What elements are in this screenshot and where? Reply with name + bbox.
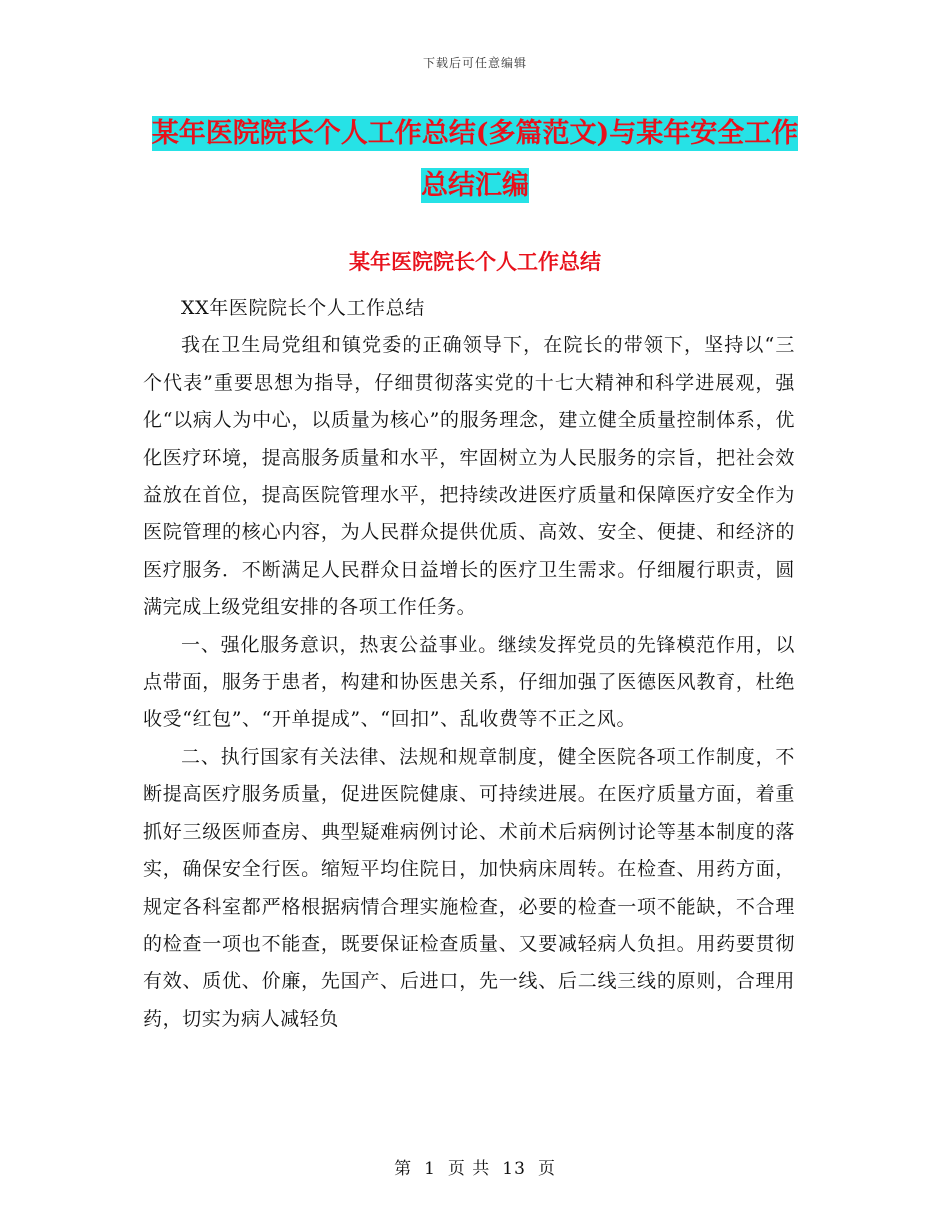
header-note: 下载后可任意编辑 bbox=[422, 56, 527, 70]
footer-prefix: 第 bbox=[394, 1159, 413, 1179]
document-body bbox=[143, 290, 795, 1038]
paragraph-intro: 我在卫生局党组和镇党委的正确领导下，在院长的带领下，坚持以“三个代表”重要思想为指导，仔细贯彻落实党的十七大精神和科学进展观，强化“以病人为中心，以质量为核心”的服务理念，建立健全质量控制体系，优化医疗环境，提高服务质量和水平，牢固树立为人民服务的宗旨，把社会效益放在首位，提高医院管理水平，把持续改进医疗质量和保障医疗安全作为医院管理的核心内容，为人民群众提供优质、高效、安全、便捷、和经济的医疗服务．不断满足人民群众日益增长的医疗卫生需求。仔细履行职责，圆满完成上级党组安排的各项工作任务。 bbox=[143, 334, 795, 619]
paragraph-subtitle: XX年医院院长个人工作总结 bbox=[181, 297, 425, 319]
section-title: 某年医院院长个人工作总结 bbox=[349, 249, 601, 274]
paragraph-section-one: 一、强化服务意识，热衷公益事业。继续发挥党员的先锋模范作用，以点带面，服务于患者，构建和协医患关系，仔细加强了医德医风教育，杜绝收受“红包”、“开单提成”、“回扣”、乱收费等不正之风。 bbox=[143, 633, 795, 731]
page-footer bbox=[0, 1154, 950, 1179]
document-title-text: 某年医院院长个人工作总结(多篇范文)与某年安全工作总结汇编 bbox=[151, 118, 799, 201]
footer-total-pages: 13 bbox=[502, 1159, 526, 1179]
footer-suffix: 页 bbox=[537, 1159, 556, 1179]
footer-page-number: 1 bbox=[424, 1159, 436, 1179]
paragraph-section-two: 二、执行国家有关法律、法规和规章制度，健全医院各项工作制度，不断提高医疗服务质量，促进医院健康、可持续进展。在医疗质量方面，着重抓好三级医师查房、典型疑难病例讨论、术前术后病例讨论等基本制度的落实，确保安全行医。缩短平均住院日，加快病床周转。在检查、用药方面，规定各科室都严格根据病情合理实施检查，必要的检查一项不能缺，不合理的检查一项也不能查，既要保证检查质量、又要减轻病人负担。用药要贯彻有效、质优、价廉，先国产、后进口，先一线、后二线三线的原则，合理用药，切实为病人减轻负 bbox=[143, 745, 795, 1030]
footer-middle: 页 共 bbox=[447, 1159, 491, 1179]
document-title bbox=[143, 108, 807, 212]
